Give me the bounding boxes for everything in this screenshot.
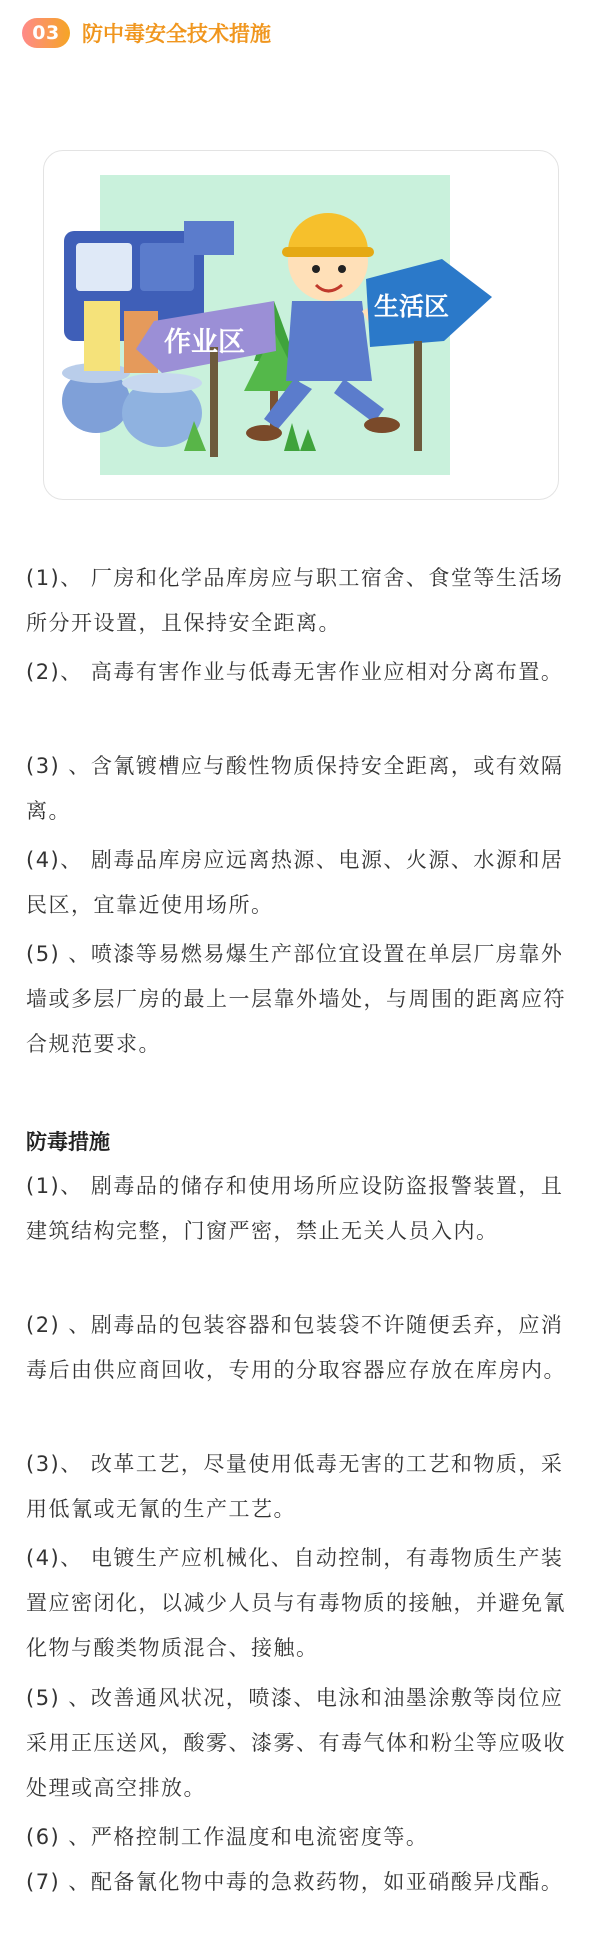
measure-item: (2) 、剧毒品的包装容器和包装袋不许随便丢弃，应消毒后由供应商回收，专用的分取容器应存放在库房内。	[26, 1313, 566, 1382]
living-zone-sign-label: 生活区	[374, 292, 450, 321]
measure-item: (3) 、含氰镀槽应与酸性物质保持安全距离，或有效隔离。	[26, 754, 564, 823]
measure-item: (5) 、改善通风状况，喷漆、电泳和油墨涂敷等岗位应采用正压送风，酸雾、漆雾、有毒气体和粉尘等应吸收处理或高空排放。	[26, 1686, 566, 1800]
measure-item: (5) 、喷漆等易燃易爆生产部位宜设置在单层厂房靠外墙或多层厂房的最上一层靠外墙处，与周围的距离应符合规范要求。	[26, 942, 566, 1056]
subsection-heading: 防毒措施	[26, 1130, 110, 1154]
section-header	[22, 18, 271, 48]
work-zone-sign-label: 作业区	[164, 327, 245, 358]
measure-item: (7) 、配备氰化物中毒的急救药物，如亚硝酸异戊酯。	[26, 1870, 564, 1894]
measure-item: (6) 、严格控制工作温度和电流密度等。	[26, 1825, 429, 1849]
worker-body	[286, 301, 372, 381]
measure-item: (2)、 高毒有害作业与低毒无害作业应相对分离布置。	[26, 660, 564, 684]
measure-item: (4)、 剧毒品库房应远离热源、电源、火源、水源和居民区，宜靠近使用场所。	[26, 848, 564, 917]
illustration-frame	[43, 150, 559, 500]
section-title: 防中毒安全技术措施	[82, 22, 271, 46]
measure-item: (4)、 电镀生产应机械化、自动控制，有毒物质生产装置应密闭化，以减少人员与有毒物质的接触，并避免氰化物与酸类物质混合、接触。	[26, 1546, 566, 1660]
section-number-badge: 03	[22, 18, 70, 48]
measure-item: (3)、 改革工艺，尽量使用低毒无害的工艺和物质，采用低氰或无氰的生产工艺。	[26, 1452, 564, 1521]
measure-item: (1)、 厂房和化学品库房应与职工宿舍、食堂等生活场所分开设置，且保持安全距离。	[26, 566, 564, 635]
work-living-zone-illustration	[44, 151, 558, 499]
measure-item: (1)、 剧毒品的储存和使用场所应设防盗报警装置，且建筑结构完整，门窗严密，禁止无关人员入内。	[26, 1174, 564, 1243]
